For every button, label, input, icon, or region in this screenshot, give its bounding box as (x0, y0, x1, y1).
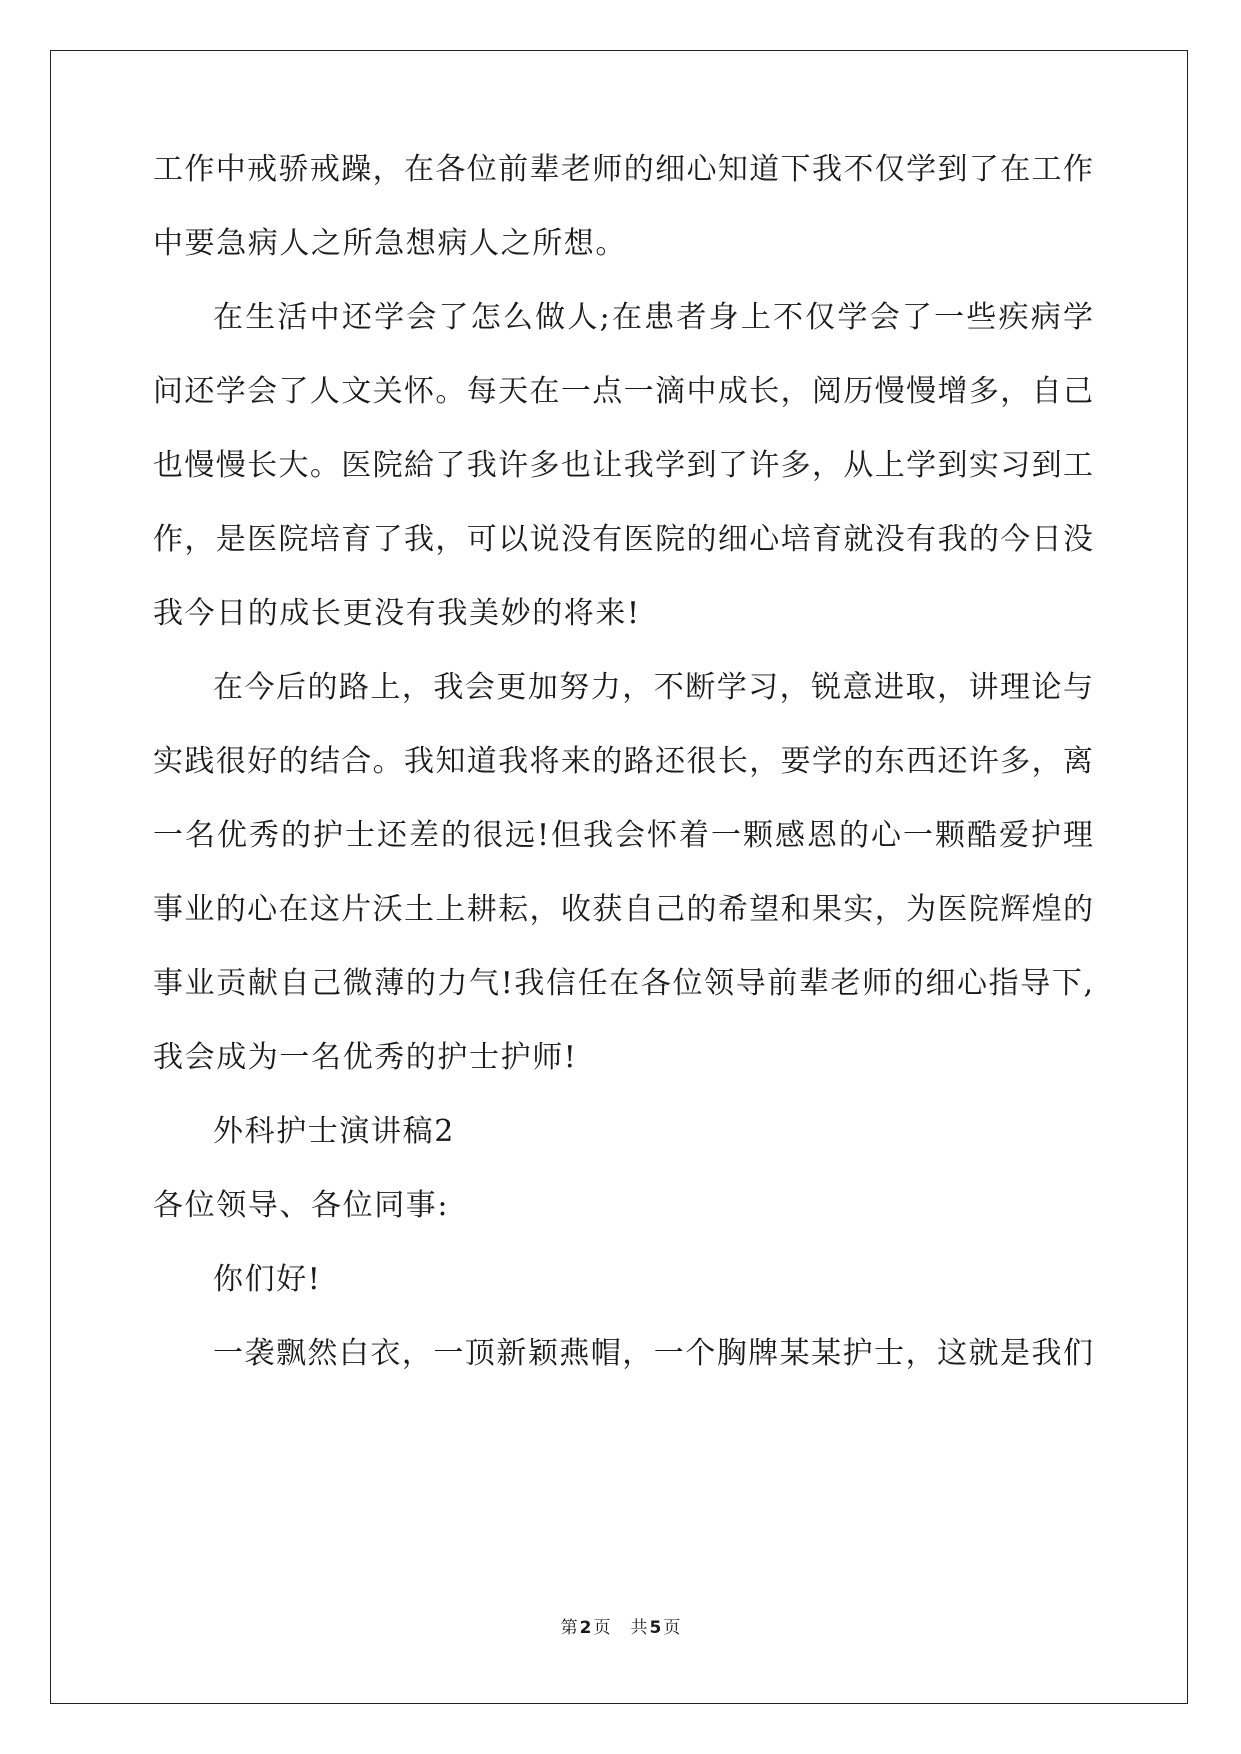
footer-page-suffix: 页 (593, 1618, 611, 1638)
text-line: 事业的心在这片沃土上耕耘，收获自己的希望和果实，为医院辉煌的 (153, 892, 1093, 927)
text-line: 实践很好的结合。我知道我将来的路还很长，要学的东西还许多，离 (153, 744, 1093, 779)
text-line: 问还学会了人文关怀。每天在一点一滴中成长，阅历慢慢增多，自己 (153, 374, 1093, 409)
text-line: 中要急病人之所急想病人之所想。 (153, 226, 627, 261)
footer-total-suffix: 页 (663, 1618, 681, 1638)
total-page-number: 5 (649, 1618, 662, 1638)
text-line: 在生活中还学会了怎么做人;在患者身上不仅学会了一些疾病学 (213, 300, 1093, 335)
text-line: 一名优秀的护士还差的很远!但我会怀着一颗感恩的心一颗酷爱护理 (153, 818, 1093, 853)
section-heading: 外科护士演讲稿2 (213, 1114, 455, 1149)
text-line: 事业贡献自己微薄的力气!我信任在各位领导前辈老师的细心指导下, (153, 966, 1093, 1001)
text-line: 工作中戒骄戒躁，在各位前辈老师的细心知道下我不仅学到了在工作 (153, 152, 1093, 187)
text-line: 在今后的路上，我会更加努力，不断学习，锐意进取，讲理论与 (213, 670, 1093, 705)
text-line: 我会成为一名优秀的护士护师! (153, 1040, 578, 1075)
current-page-number: 2 (579, 1618, 592, 1638)
salutation: 各位领导、各位同事: (153, 1188, 450, 1223)
page-footer (0, 1617, 1241, 1639)
text-line: 一袭飘然白衣，一顶新颖燕帽，一个胸牌某某护士，这就是我们 (213, 1336, 1093, 1371)
footer-total-prefix: 共 (630, 1618, 648, 1638)
text-line: 也慢慢长大。医院給了我许多也让我学到了许多，从上学到实习到工 (153, 448, 1093, 483)
greeting: 你们好! (213, 1262, 322, 1297)
footer-prefix: 第 (560, 1618, 578, 1638)
text-line: 我今日的成长更没有我美妙的将来! (153, 596, 641, 631)
text-line: 作，是医院培育了我，可以说没有医院的细心培育就没有我的今日没 (153, 522, 1093, 557)
